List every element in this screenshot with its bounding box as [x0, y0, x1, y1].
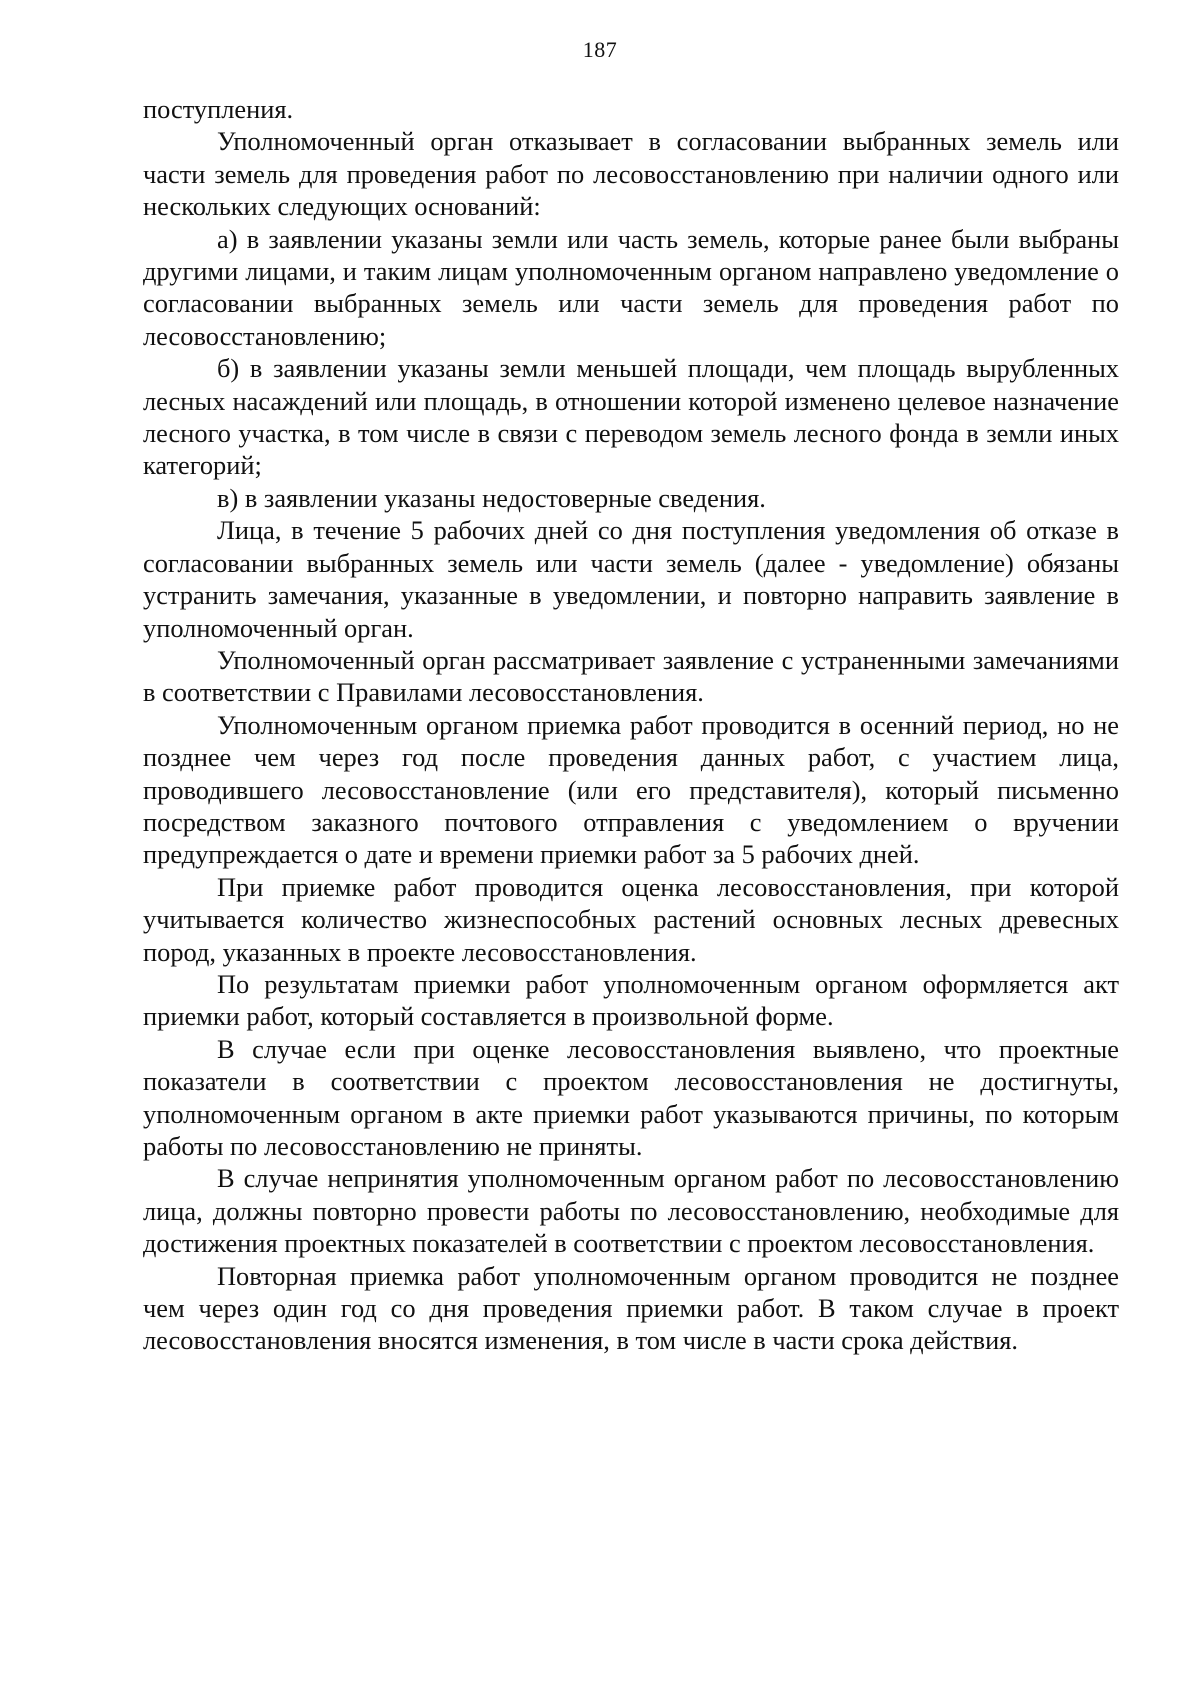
paragraph-acceptance-act: По результатам приемки работ уполномоченным органом оформляется акт приемки работ, который составляется в произвольной форме. [143, 968, 1119, 1032]
paragraph-repeat-acceptance: Повторная приемка работ уполномоченным органом проводится не позднее чем через один год со дня проведения приемки работ. В таком случае в проект лесовосстановления вносятся изменения, в том числе в части срока действия. [143, 1260, 1119, 1356]
page-number: 187 [582, 37, 618, 62]
paragraph-rework: В случае непринятия уполномоченным органом работ по лесовосстановлению лица, должны повторно провести работы по лесовосстановлению, необходимые для достижения проектных показателей в соответствии с проектом лесовосстановления. [143, 1163, 1119, 1259]
paragraph-acceptance-timing: Уполномоченным органом приемка работ проводится в осенний период, но не позднее чем через год после проведения данных работ, с участием лица, проводившего лесовосстановление (или его представителя), который письменно посредством заказного почтового отправления с уведомлением о вручении предупреждается о дате и времени приемки работ за 5 рабочих дней. [143, 709, 1119, 870]
paragraph-refusal-grounds-intro: Уполномоченный орган отказывает в согласовании выбранных земель или части земель для проведения работ по лесовосстановлению при наличии одного или нескольких следующих оснований: [143, 126, 1119, 222]
paragraph-item-v: в) в заявлении указаны недостоверные сведения. [217, 482, 766, 513]
paragraph-item-a: а) в заявлении указаны земли или часть земель, которые ранее были выбраны другими лицами, и таким лицам уполномоченным органом направлено уведомление о согласовании выбранных земель или части земель для проведения работ по лесовосстановлению; [143, 223, 1119, 351]
document-body [143, 93, 1119, 1357]
paragraph-review: Уполномоченный орган рассматривает заявление с устраненными замечаниями в соответствии с Правилами лесовосстановления. [143, 644, 1119, 708]
paragraph-item-b: б) в заявлении указаны земли меньшей площади, чем площадь вырубленных лесных насаждений или площадь, в отношении которой изменено целевое назначение лесного участка, в том числе в связи с переводом земель лесного фонда в земли иных категорий; [143, 353, 1119, 481]
paragraph-continuation: поступления. [143, 94, 294, 124]
paragraph-remedy-notice: Лица, в течение 5 рабочих дней со дня поступления уведомления об отказе в согласовании выбранных земель или части земель (далее - уведомление) обязаны устранить замечания, указанные в уведомлении, и повторно направить заявление в уполномоченный орган. [143, 515, 1119, 643]
paragraph-assessment: При приемке работ проводится оценка лесовосстановления, при которой учитывается количество жизнеспособных растений основных лесных древесных пород, указанных в проекте лесовосстановления. [143, 871, 1119, 967]
paragraph-not-achieved: В случае если при оценке лесовосстановления выявлено, что проектные показатели в соответствии с проектом лесовосстановления не достигнуты, уполномоченным органом в акте приемки работ указываются причины, по которым работы по лесовосстановлению не приняты. [143, 1033, 1119, 1161]
